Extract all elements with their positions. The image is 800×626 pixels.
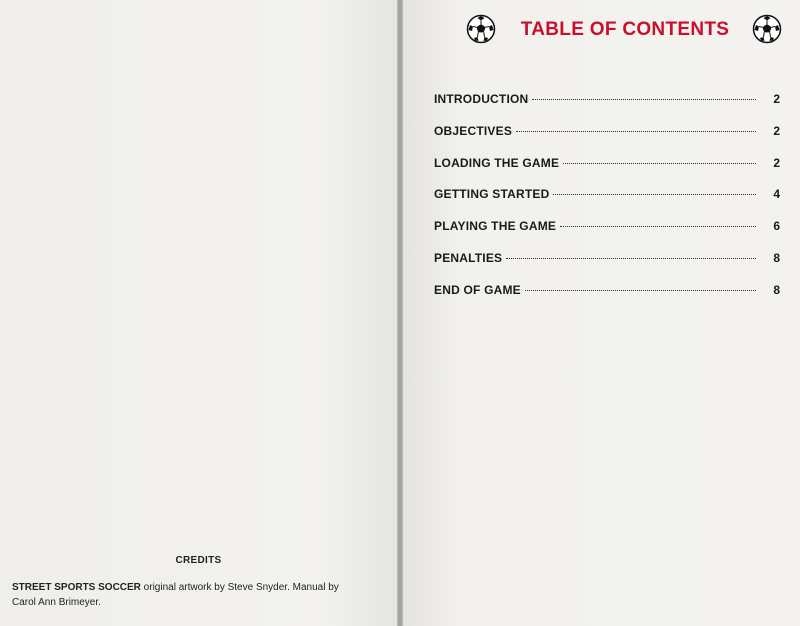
page-title: TABLE OF CONTENTS — [520, 19, 730, 40]
toc-entry-label: GETTING STARTED — [434, 187, 550, 202]
toc-entry[interactable] — [434, 251, 780, 283]
toc-entry-page: 8 — [773, 250, 780, 265]
credits-text — [12, 580, 362, 610]
credits-title: CREDITS — [175, 555, 222, 566]
dot-leader — [532, 99, 756, 100]
toc-entry-page: 6 — [773, 219, 780, 234]
toc-entry-page: 8 — [773, 282, 780, 297]
toc-entry-page: 2 — [773, 92, 780, 106]
dot-leader — [560, 226, 756, 227]
soccer-ball-icon — [466, 14, 496, 44]
credits-body: original artwork by Steve Snyder. Manual by Carol Ann Brimeyer. — [12, 582, 339, 608]
toc-entry-label: END OF GAME — [434, 282, 521, 297]
toc-entry-page: 4 — [773, 187, 780, 202]
toc-entry[interactable] — [434, 219, 780, 251]
toc-entry[interactable] — [434, 187, 780, 219]
toc-entry-label: OBJECTIVES — [434, 123, 513, 138]
toc-entry-page: 2 — [773, 155, 780, 170]
toc-header — [466, 14, 782, 48]
toc-entry[interactable] — [434, 156, 780, 188]
soccer-ball-icon — [752, 14, 782, 44]
dot-leader — [506, 258, 756, 259]
toc-list — [434, 92, 780, 315]
toc-entry[interactable] — [434, 92, 780, 124]
credits-game-name: STREET SPORTS SOCCER — [12, 582, 141, 593]
toc-entry-label: INTRODUCTION — [434, 92, 529, 106]
dot-leader — [553, 194, 756, 195]
toc-entry[interactable] — [434, 124, 780, 156]
toc-entry[interactable] — [434, 283, 780, 315]
dot-leader — [525, 290, 756, 291]
toc-entry-page: 2 — [773, 123, 780, 138]
dot-leader — [516, 131, 756, 132]
left-page — [0, 0, 397, 626]
toc-entry-label: LOADING THE GAME — [434, 155, 560, 170]
toc-entry-label: PLAYING THE GAME — [434, 219, 557, 234]
toc-entry-label: PENALTIES — [434, 250, 503, 265]
dot-leader — [563, 163, 756, 164]
